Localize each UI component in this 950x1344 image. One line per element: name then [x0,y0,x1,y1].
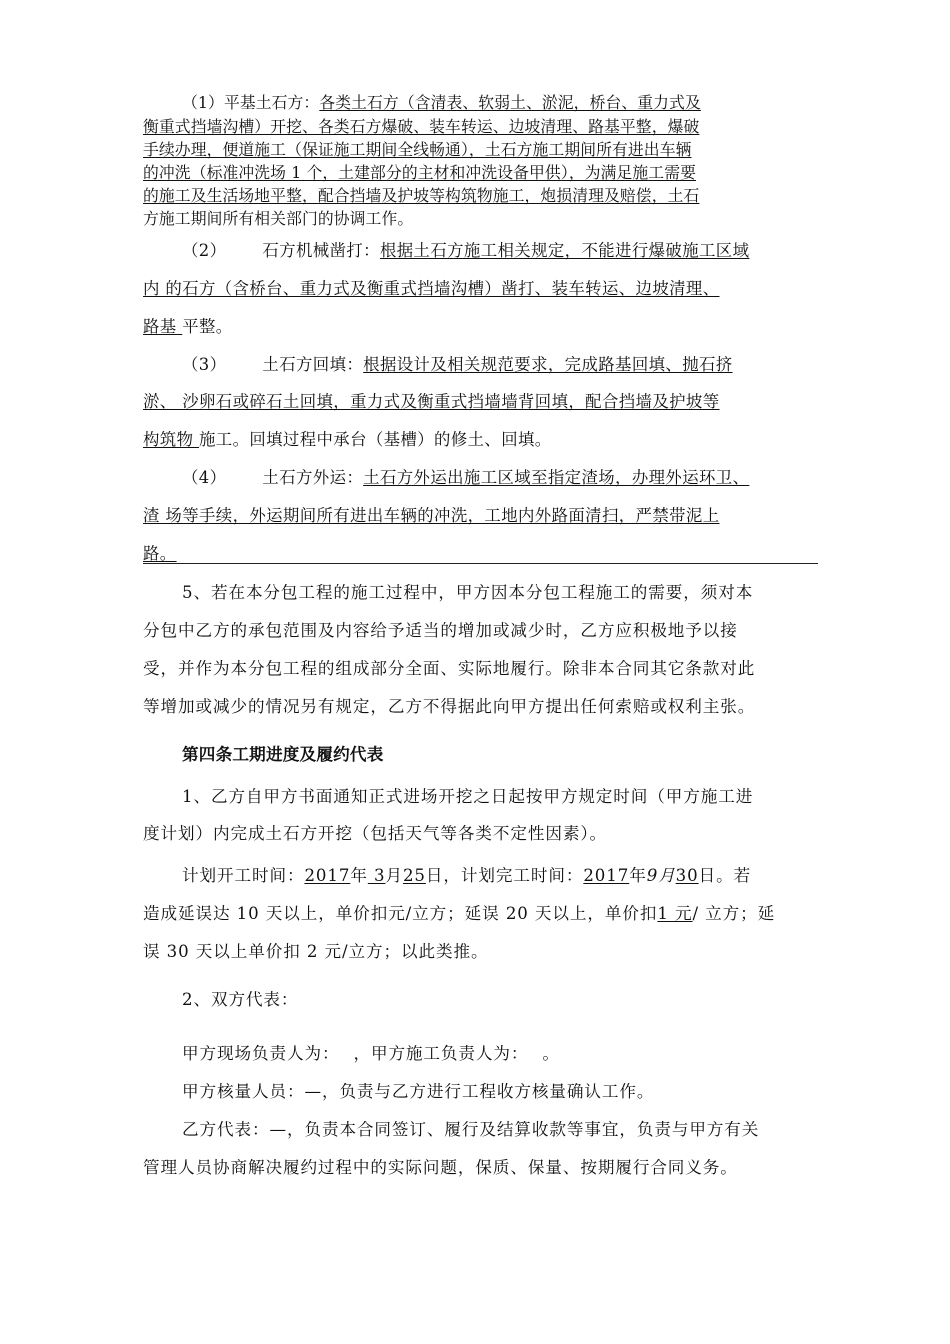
schedule-tail: 日。若 [698,866,752,885]
item3-line2: 淤、 沙卵石或碎石土回填，重力式及衡重式挡墙墙背回填，配合挡墙及护坡等 [143,392,720,411]
item3-label: 土石方回填： [262,355,364,374]
month-char: 月 [658,866,676,885]
rep-quantity-line: 甲方核量人员：—，负责与乙方进行工程收方核量确认工作。 [182,1082,655,1101]
delay-text-a: 造成延误达 10 天以上，单价扣元/立方；延误 20 天以上，单价扣 [143,904,658,923]
item4-line3: 路。 [143,544,177,563]
item4-line1 [143,464,857,488]
month-char: 月 [385,866,403,885]
item1-prefix: （1）平基土石方： [182,93,320,112]
item3-line3 [143,426,818,450]
rep-a-onsite-label: 甲方现场负责人为： [182,1044,340,1063]
item1-line3: 手续办理，便道施工（保证施工期间全线畅通），土石方施工期间所有进出车辆 [143,140,692,159]
end-label: 日，计划完工时间： [425,866,584,885]
item1-line6: 方施工期间所有相关部门的协调工作。 [143,209,414,228]
item2-line3 [143,313,818,337]
item2-line3-rest: 平整。 [182,317,233,336]
item1-line4: 的冲洗（标准冲洗场 1 个，土建部分的主材和冲洗设备甲供），为满足施工需要 [143,163,696,182]
article4-p1-line1: 1、乙方自甲方书面通知正式进场开挖之日起按甲方规定时间（甲方施工进 [182,787,754,806]
item2-line2: 内 的石方（含桥台、重力式及衡重式挡墙沟槽）凿打、装车转运、边坡清理、 [143,279,720,298]
start-label: 计划开工时间： [182,866,305,885]
item3-text-underlined: 根据设计及相关规范要求，完成路基回填、抛石挤 [363,355,733,374]
item4-number: （4） [182,468,227,487]
end-year: 2017 [583,866,630,885]
start-month: 3 [374,866,386,885]
item4-label: 土石方外运： [262,468,364,487]
year-char: 年 [350,866,368,885]
item1-line1 [143,90,857,113]
year-char: 年 [629,866,647,885]
item3-line1 [143,351,857,375]
clause5-line2: 分包中乙方的承包范围及内容给予适当的增加或减少时，乙方应积极地予以接 [143,621,738,640]
article4-p1-line2: 度计划）内完成土石方开挖（包括天气等各类不定性因素）。 [143,824,608,843]
schedule-line [143,862,857,886]
delay-line2 [143,900,818,924]
rep-a-line [143,1040,857,1064]
item2-number: （2） [182,241,227,260]
item2-line1 [143,237,857,261]
item3-line3-rest: 施工。回填过程中承台（基槽）的修土、回填。 [198,430,552,449]
article4-p2: 2、双方代表： [182,990,299,1009]
end-month: 9 [646,866,659,885]
clause5-line4: 等增加或减少的情况另有规定，乙方不得据此向甲方提出任何索赔或权利主张。 [143,697,756,716]
rep-b-line2: 管理人员协商解决履约过程中的实际问题，保质、保量、按期履行合同义务。 [143,1158,738,1177]
delay-text-b: / 立方；延 [692,904,776,923]
item1-text-underlined: 各类土石方（含清表、软弱土、淤泥，桥台、重力式及 [319,93,701,112]
end-day: 30 [675,866,699,885]
horizontal-rule [143,563,818,564]
item2-text-underlined: 根据土石方施工相关规定，不能进行爆破施工区域 [379,241,750,260]
article4-heading: 第四条工期进度及履约代表 [182,744,384,764]
item2-line3-underlined: 路基 [143,317,183,336]
start-year: 2017 [304,866,351,885]
rep-b-line1: 乙方代表：—，负责本合同签订、履行及结算收款等事宜，负责与甲方有关 [182,1120,760,1139]
item3-line3-underlined: 构筑物 [143,430,199,449]
item3-number: （3） [182,355,227,374]
item2-label: 石方机械凿打： [262,241,380,260]
rep-a-end: 。 [542,1044,560,1063]
clause5-line3: 受，并作为本分包工程的组成部分全面、实际地履行。除非本合同其它条款对此 [143,659,756,678]
delay-line3: 误 30 天以上单价扣 2 元/立方；以此类推。 [143,942,489,961]
item4-text-underlined: 土石方外运出施工区域至指定渣场，办理外运环卫、 [363,468,750,487]
item1-line5: 的施工及生活场地平整，配合挡墙及护坡等构筑物施工，炮损清理及赔偿，土石 [143,186,700,205]
delay-amount: 1 元 [657,904,693,923]
item1-line2: 衡重式挡墙沟槽）开挖、各类石方爆破、装车转运、边坡清理、路基平整，爆破 [143,117,700,136]
rep-a-construction-label: ，甲方施工负责人为： [353,1044,529,1063]
clause5-line1: 5、若在本分包工程的施工过程中，甲方因本分包工程施工的需要，须对本 [182,583,754,602]
item4-line2: 渣 场等手续，外运期间所有进出车辆的冲洗，工地内外路面清扫，严禁带泥上 [143,506,720,525]
start-day: 25 [402,866,426,885]
